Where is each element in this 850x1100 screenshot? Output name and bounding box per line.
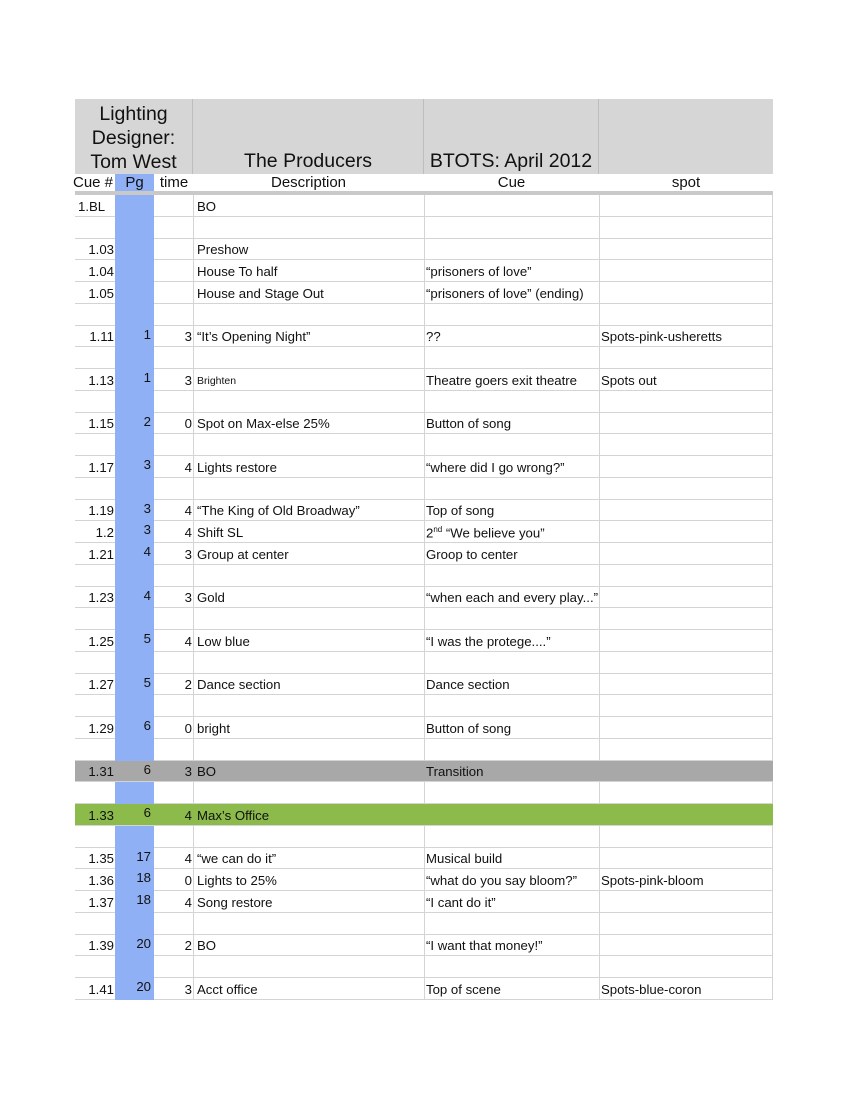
page-cell <box>115 239 154 261</box>
cue-number-cell: 1.11 <box>89 329 114 345</box>
table-row <box>75 608 773 630</box>
page-cell <box>115 391 154 413</box>
time-cell: 4 <box>184 525 192 540</box>
page-cell <box>115 782 154 804</box>
page-cell <box>115 956 154 978</box>
description-cell: “It’s Opening Night” <box>197 329 311 345</box>
col-header-description: Description <box>270 174 347 191</box>
cue-number-cell: 1.33 <box>88 807 114 823</box>
table-row <box>75 891 773 913</box>
page-cell: 18 <box>115 869 154 891</box>
designer-name: Tom West <box>90 151 177 173</box>
cue-text-cell: Groop to center <box>426 546 518 562</box>
page-cell: 3 <box>115 521 154 543</box>
cue-text-cell: 2nd “We believe you” <box>426 524 545 540</box>
description-cell: Brighten <box>197 374 237 387</box>
page-cell <box>115 652 154 674</box>
table-row <box>75 543 773 565</box>
time-cell: 3 <box>184 546 192 562</box>
cue-text-cell: “where did I go wrong?” <box>426 459 565 475</box>
col-header-cue-number: Cue # <box>72 174 114 191</box>
cue-number-cell: 1.2 <box>95 525 114 540</box>
table-row <box>75 260 773 282</box>
cue-sheet <box>72 99 773 1000</box>
cue-number-cell: 1.03 <box>88 242 114 258</box>
cue-text-cell: “prisoners of love” <box>426 264 532 279</box>
cue-text-cell: Button of song <box>426 416 512 432</box>
description-cell: Lights to 25% <box>197 873 277 888</box>
table-row <box>75 826 773 848</box>
cue-number-cell: 1.23 <box>88 590 114 606</box>
cue-text-cell: “prisoners of love” (ending) <box>426 285 584 301</box>
time-cell: 3 <box>184 981 192 997</box>
table-row <box>75 978 773 1000</box>
page-cell <box>115 304 154 326</box>
cue-number-cell: 1.05 <box>88 285 114 301</box>
page-cell <box>115 695 154 717</box>
cue-number-cell: 1.BL <box>78 198 106 214</box>
col-header-page: Pg <box>115 174 154 191</box>
table-row <box>75 674 773 696</box>
cue-text-cell: Transition <box>426 764 484 780</box>
cue-number-cell: 1.19 <box>88 503 114 519</box>
description-cell: BO <box>197 198 217 214</box>
page-cell <box>115 260 154 282</box>
table-row <box>75 913 773 935</box>
description-cell: bright <box>197 720 230 736</box>
table-row <box>75 521 773 543</box>
cue-text-cell: “I cant do it” <box>426 894 496 910</box>
time-cell: 4 <box>184 633 192 649</box>
table-row <box>75 217 773 239</box>
table-row <box>75 587 773 609</box>
page-cell: 20 <box>115 935 154 957</box>
table-row <box>75 304 773 326</box>
table-row <box>75 717 773 739</box>
description-cell: Shift SL <box>197 525 244 540</box>
description-cell: “we can do it” <box>197 851 277 867</box>
page-cell: 17 <box>115 848 154 870</box>
description-cell: Song restore <box>197 894 273 910</box>
cue-number-cell: 1.13 <box>88 372 114 388</box>
page-cell: 3 <box>115 456 154 478</box>
description-cell: Group at center <box>197 546 289 562</box>
table-row <box>75 739 773 761</box>
cue-number-cell: 1.21 <box>88 546 114 562</box>
cue-number-cell: 1.35 <box>88 851 114 867</box>
time-cell: 0 <box>184 416 192 432</box>
time-cell: 3 <box>184 764 192 780</box>
table-row <box>75 413 773 435</box>
page-cell: 2 <box>115 413 154 435</box>
time-cell: 4 <box>184 459 192 475</box>
table-row <box>75 478 773 500</box>
time-cell: 0 <box>184 873 192 888</box>
page-cell <box>115 434 154 456</box>
cue-text-cell: ?? <box>426 329 441 345</box>
description-cell: Spot on Max-else 25% <box>197 416 330 432</box>
page-cell <box>115 282 154 304</box>
time-cell: 4 <box>184 807 192 823</box>
table-row <box>75 391 773 413</box>
time-cell: 3 <box>184 372 192 388</box>
description-cell: “The King of Old Broadway” <box>197 503 360 519</box>
cue-text-cell: Top of song <box>426 503 495 519</box>
cue-number-cell: 1.15 <box>88 416 114 432</box>
description-cell: Dance section <box>197 677 281 693</box>
time-cell: 4 <box>184 894 192 910</box>
time-cell: 0 <box>184 720 192 736</box>
cue-text-cell: Musical build <box>426 851 503 867</box>
table-row <box>75 347 773 369</box>
page-cell: 6 <box>143 805 151 820</box>
page-cell: 1 <box>115 326 154 348</box>
header-blank-cell <box>599 99 773 174</box>
cue-text-cell: “what do you say bloom?” <box>426 873 577 888</box>
description-cell: House To half <box>197 264 278 279</box>
table-row <box>75 652 773 674</box>
cue-number-cell: 1.31 <box>88 764 114 780</box>
page-cell: 4 <box>115 587 154 609</box>
table-row <box>75 956 773 978</box>
table-row <box>75 630 773 652</box>
table-row <box>75 195 773 217</box>
production-title: BTOTS: April 2012 <box>424 99 599 174</box>
page-cell: 20 <box>115 978 154 1000</box>
col-header-spot: spot <box>671 174 701 191</box>
cue-text-cell: Button of song <box>426 720 512 736</box>
table-row <box>75 369 773 391</box>
description-cell: Low blue <box>197 633 250 649</box>
page-cell <box>115 608 154 630</box>
spot-cell: Spots-pink-usheretts <box>601 329 722 345</box>
page-cell <box>115 739 154 761</box>
sheet-header <box>75 99 773 174</box>
table-row <box>75 282 773 304</box>
page-cell: 1 <box>115 369 154 391</box>
description-cell: BO <box>197 764 217 780</box>
time-cell: 3 <box>184 590 192 606</box>
time-cell: 3 <box>184 329 192 345</box>
page-cell: 3 <box>115 500 154 522</box>
time-cell: 2 <box>184 677 192 693</box>
description-cell: Acct office <box>197 981 258 997</box>
spot-cell: Spots-blue-coron <box>601 981 702 997</box>
show-title: The Producers <box>193 99 424 174</box>
cue-number-cell: 1.36 <box>88 873 114 888</box>
spot-cell: Spots out <box>601 372 657 388</box>
description-cell: BO <box>197 938 217 954</box>
designer-line-1: Lighting <box>99 103 168 125</box>
page-cell <box>115 913 154 935</box>
table-row <box>75 935 773 957</box>
table-row <box>75 326 773 348</box>
cue-rows <box>75 195 773 1000</box>
designer-line-2: Designer: <box>91 127 176 149</box>
column-headers <box>72 174 773 195</box>
cue-number-cell: 1.25 <box>88 633 114 649</box>
page-cell: 6 <box>143 761 151 777</box>
page-cell <box>115 565 154 587</box>
cue-text-cell: Theatre goers exit theatre <box>426 372 578 388</box>
cue-number-cell: 1.37 <box>88 894 114 910</box>
page-cell: 4 <box>115 543 154 565</box>
cue-number-cell: 1.17 <box>88 459 114 475</box>
table-row <box>75 695 773 717</box>
time-cell: 4 <box>184 851 192 867</box>
cue-number-cell: 1.29 <box>88 720 114 736</box>
page-cell: 5 <box>115 674 154 696</box>
cue-text-cell: “I want that money!” <box>426 938 543 954</box>
cue-text-cell: Top of scene <box>426 981 501 997</box>
page-cell: 6 <box>115 717 154 739</box>
lighting-designer-cell <box>75 99 193 174</box>
col-header-time: time <box>159 174 189 191</box>
table-row <box>75 500 773 522</box>
page-cell <box>115 826 154 848</box>
page-cell <box>115 217 154 239</box>
description-cell: House and Stage Out <box>197 285 324 301</box>
page-cell <box>115 347 154 369</box>
cue-text-cell: “when each and every play...” <box>426 590 599 606</box>
description-cell: Gold <box>197 590 225 606</box>
cue-text-cell: Dance section <box>426 677 510 693</box>
page-cell <box>115 478 154 500</box>
cue-number-cell: 1.04 <box>88 264 114 279</box>
time-cell: 2 <box>184 938 192 954</box>
time-cell: 4 <box>184 503 192 519</box>
cue-number-cell: 1.39 <box>88 938 114 954</box>
col-header-cue: Cue <box>497 174 526 191</box>
table-row <box>75 848 773 870</box>
page-cell: 5 <box>115 630 154 652</box>
page-cell <box>115 195 154 217</box>
table-row <box>75 434 773 456</box>
table-row <box>75 761 773 783</box>
description-cell: Lights restore <box>197 459 277 475</box>
table-row <box>75 869 773 891</box>
table-row <box>75 239 773 261</box>
cue-number-cell: 1.27 <box>88 677 114 693</box>
cue-number-cell: 1.41 <box>88 981 114 997</box>
page-cell: 18 <box>115 891 154 913</box>
table-row <box>75 782 773 804</box>
table-row <box>75 565 773 587</box>
spot-cell: Spots-pink-bloom <box>601 873 704 888</box>
cue-text-cell: “I was the protege....” <box>426 633 551 649</box>
table-row <box>75 804 773 826</box>
table-row <box>75 456 773 478</box>
description-cell: Preshow <box>197 242 249 258</box>
description-cell: Max’s Office <box>197 807 270 823</box>
